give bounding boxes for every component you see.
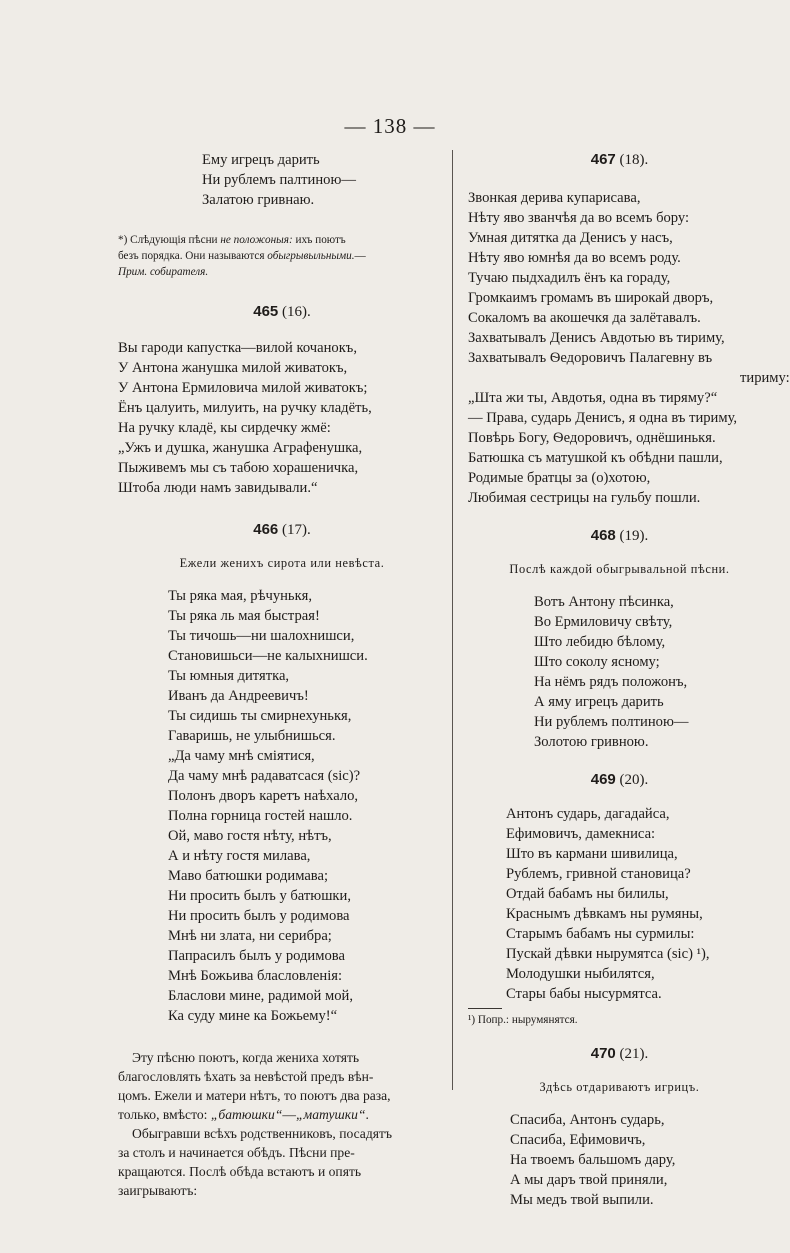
song-470-text xyxy=(468,1110,771,1210)
verse-line: Ефимовичъ, дамекниса: xyxy=(506,826,656,842)
verse-line: Штоба люди намъ завидывали.“ xyxy=(118,480,318,496)
song-heading-466: 466 (17). xyxy=(253,521,311,538)
verse-line: Спасиба, Антонъ сударь, xyxy=(510,1112,665,1128)
verse-line: Полонъ дворъ каретъ наѣхало, xyxy=(168,788,359,804)
song-intro: Послѣ каждой обыгрывальной пѣсни. xyxy=(509,562,730,576)
verse-line: Краснымъ дѣвкамъ ны румяны, xyxy=(506,906,703,922)
verse-line: Полна горница гостей нашло. xyxy=(168,808,353,824)
verse-line: „Ужъ и душка, жанушка Аграфенушка, xyxy=(118,440,363,456)
verse-line: Маво батюшки родимава; xyxy=(168,868,329,884)
verse-line: Ты ряка мая, рѣчунькя, xyxy=(168,588,313,604)
verse-line: Умная дитятка да Денисъ у насъ, xyxy=(468,230,673,246)
verse-line: У Антона жанушка милой живатокъ, xyxy=(118,360,348,376)
song-heading-465: 465 (16). xyxy=(253,303,311,320)
song-intro: Ежели жениxъ сирота или невѣста. xyxy=(179,556,385,570)
verse-line: Любимая сестрицы на гульбу пошли. xyxy=(468,490,701,506)
footnote-rule xyxy=(468,1008,502,1009)
song-469-text xyxy=(468,804,771,1004)
verse-line: Ни просить былъ у батюшки, xyxy=(168,888,351,904)
verse-line: Ой, маво гостя нѣту, нѣтъ, xyxy=(168,828,332,844)
verse-line: Захватывалъ Ѳедоровичъ Палагевну въ xyxy=(468,350,713,366)
song-467-text xyxy=(468,188,790,508)
verse-line: Ты юмныя дитятка, xyxy=(168,668,290,684)
verse-line: Громкаимъ громамъ въ широкай дворъ, xyxy=(468,290,714,306)
left-column xyxy=(118,150,446,1200)
verse-line: Нѣту яво юмнѣя да во всемъ роду. xyxy=(468,250,681,266)
right-column xyxy=(468,150,790,1210)
verse-line: На ручку кладё, кы сирдечку жмё: xyxy=(118,420,331,436)
footnote-collector-line: безъ порядка. Они называются обыгрывыльными.— xyxy=(118,250,366,262)
verse-line: Мы медъ твой выпили. xyxy=(510,1192,654,1208)
verse-line: Што соколу ясному; xyxy=(534,654,660,670)
verse-line: Звонкая дерива кyпарисава, xyxy=(468,190,641,206)
verse-line: Ни просить былъ у родимова xyxy=(168,908,350,924)
song-heading-469: 469 (20). xyxy=(590,771,649,788)
verse-line: У Антона Ермиловича милой живатокъ; xyxy=(118,380,368,396)
song-466-text xyxy=(118,586,446,1026)
verse-line: А мы даръ твой приняли, xyxy=(510,1172,668,1188)
verse-line: Антонъ сударь, дагадайса, xyxy=(506,806,670,822)
verse-line: — Права, сударь Денисъ, я одна въ тириму, xyxy=(468,410,738,426)
verse-line: Отдай бабамъ ны билилы, xyxy=(506,886,669,902)
verse-line: Ни рублемъ палтиною— xyxy=(202,172,356,188)
song-468-text xyxy=(468,592,771,752)
verse-line: Ка суду мине ка Божьему!“ xyxy=(168,1008,338,1024)
verse-line: Во Ермиловичу свѣту, xyxy=(534,614,673,630)
verse-line: Становишьси—не калыхнишси. xyxy=(168,648,368,664)
verse-line: „Да чаму мнѣ сміятися, xyxy=(168,748,315,764)
verse-line: Ему игрецъ дарить xyxy=(202,152,320,168)
verse-line: Молодушки ныбилятся, xyxy=(506,966,655,982)
verse-line: Вы гароди капустка—вилой кочанокъ, xyxy=(118,340,357,356)
verse-line: Тучаю пыдхадилъ ёнъ ка гораду, xyxy=(468,270,671,286)
verse-line: Пускай дѣвки нырумятса (sic) ¹), xyxy=(506,946,710,962)
verse-line: Золотою гривною. xyxy=(534,734,649,750)
verse-line: Гаваришь, не улыбнишься. xyxy=(168,728,336,744)
verse-line: Иванъ да Андреевичъ! xyxy=(168,688,309,704)
verse-line: Рублемъ, гривной становица? xyxy=(506,866,691,882)
song-heading-468: 468 (19). xyxy=(590,527,649,544)
verse-line: Што въ кармани шивилица, xyxy=(506,846,678,862)
verse-line: А яму игрецъ дарить xyxy=(534,694,664,710)
verse-line: Папрасилъ былъ у родимова xyxy=(168,948,345,964)
verse-line: Старымъ бабамъ ны сурмилы: xyxy=(506,926,695,942)
verse-line: А и нѣту гостя милава, xyxy=(168,848,311,864)
verse-line: Спасиба, Ефимовичъ, xyxy=(510,1132,646,1148)
verse-line: Родимые братцы за (о)хотою, xyxy=(468,470,651,486)
song-heading-470: 470 (21). xyxy=(590,1045,649,1062)
verse-line: Мнѣ ни злата, ни серибра; xyxy=(168,928,332,944)
song-intro: Здѣсь отдариваютъ игрицъ. xyxy=(539,1080,700,1094)
verse-line: Ты сидишь ты смирнехунькя, xyxy=(168,708,352,724)
verse-line: Мнѣ Божьива бласловленія: xyxy=(168,968,343,984)
verse-line: Што лебидю бѣлому, xyxy=(534,634,666,650)
footnote-collector: *) Слѣдующія пѣсни не положоныя: ихъ поютъ xyxy=(118,234,346,246)
verse-line: Да чаму мнѣ радаватсася (sic)? xyxy=(168,768,361,784)
verse-line: „Шта жи ты, Авдотья, одна въ тиряму?“ xyxy=(468,390,718,406)
verse-line: Батюшка съ матушкой къ обѣдни пашли, xyxy=(468,450,723,466)
verse-line: Ёнъ цалуить, милуить, на ручку кладёть, xyxy=(118,400,372,416)
column-divider xyxy=(452,150,453,1090)
verse-line: На нёмъ рядъ положонъ, xyxy=(534,674,688,690)
footnote-attribution: Прим. собирателя. xyxy=(118,266,209,278)
verse-line: Залатою гривнаю. xyxy=(202,192,315,208)
verse-line-continuation: тириму: xyxy=(740,370,790,386)
verse-line: Бласлови мине, радимой мой, xyxy=(168,988,353,1004)
page-number: — 138 — xyxy=(344,114,436,138)
verse-line: Захватывалъ Денисъ Авдотью въ тириму, xyxy=(468,330,725,346)
verse-line: Пыживемъ мы съ табою хорашеничка, xyxy=(118,460,359,476)
song-heading-467: 467 (18). xyxy=(590,151,649,168)
verse-line: Ни рублемъ полтиною— xyxy=(534,714,689,730)
verse-line: Вотъ Антону пѣсинка, xyxy=(534,594,674,610)
verse-line: Повѣрь Богу, Ѳедоровичъ, однёшинькя. xyxy=(468,430,716,446)
verse-line: Ты ряка ль мая быстрая! xyxy=(168,608,320,624)
verse-line: Стары бабы нысурмятса. xyxy=(506,986,662,1002)
song-465-text xyxy=(118,338,446,498)
footnote-469: ¹) Попр.: нырумянятся. xyxy=(468,1014,578,1026)
verse-line: На твоемъ бальшомъ дару, xyxy=(510,1152,676,1168)
verse-line: Ты тичошь—ни шалохнишси, xyxy=(168,628,355,644)
verse-line: Нѣту яво званчѣя да во всемъ бору: xyxy=(468,210,690,226)
editorial-note: Эту пѣсню поютъ, когда жениха хотять благословлять ѣхать за невѣстой предъ вѣн- цомъ. Ежели и матери нѣтъ, то поютъ два раза, только, вмѣсто: „батюшки“—„матушки“. Обыгравши всѣхъ родственниковъ, посадятъ за столъ и начинается обѣдъ. Пѣсни пре- кращаются. Послѣ обѣда встаютъ и опять заигрываютъ: xyxy=(118,1050,392,1198)
verse-line: Сокаломъ ва акошечкя да залётавалъ. xyxy=(468,310,701,326)
